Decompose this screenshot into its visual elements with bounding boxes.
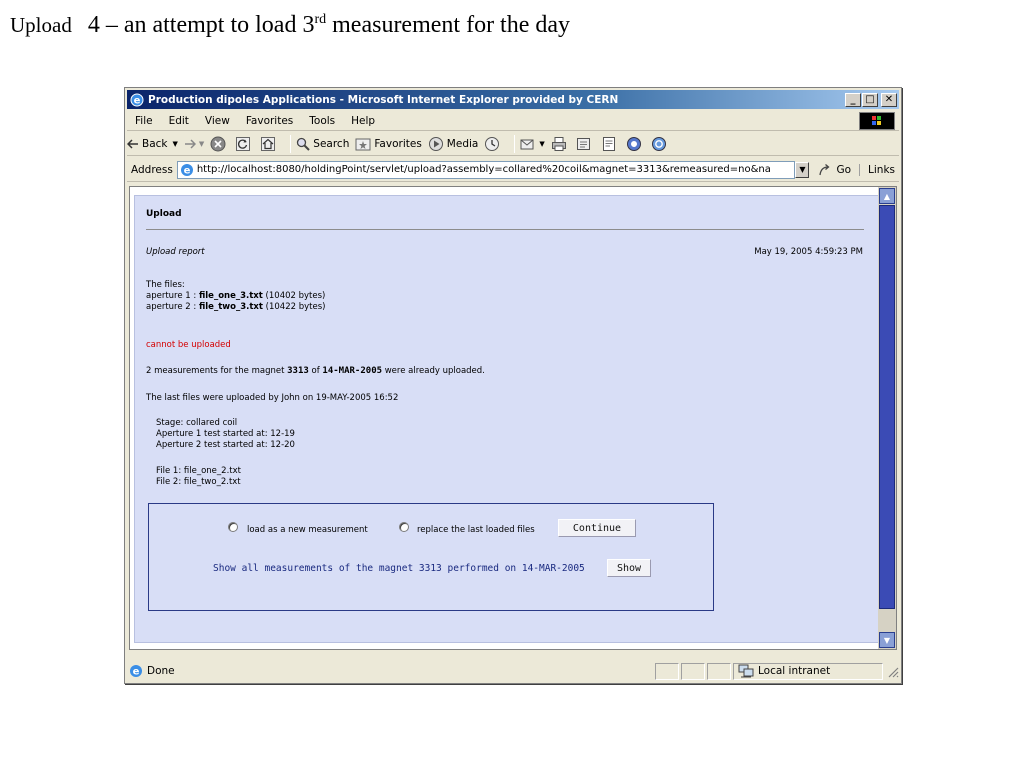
refresh-button[interactable] xyxy=(235,136,254,152)
title-bar[interactable] xyxy=(127,90,899,109)
discuss-button[interactable] xyxy=(601,136,620,152)
toolbar-separator xyxy=(290,135,291,153)
vertical-scrollbar[interactable] xyxy=(878,187,896,649)
report-label: Upload report xyxy=(146,247,205,257)
page-done-icon xyxy=(129,664,143,678)
slide-caption-sup: rd xyxy=(314,12,327,27)
report-date: May 19, 2005 4:59:23 PM xyxy=(754,247,863,257)
edit-icon xyxy=(576,136,592,152)
status-panel xyxy=(681,663,705,680)
aperture1-filename: file_one_3.txt xyxy=(198,291,263,301)
svg-text:e: e xyxy=(132,666,140,678)
back-arrow-icon xyxy=(127,139,139,149)
page-heading: Upload xyxy=(146,209,182,219)
toolbar-separator xyxy=(514,135,515,153)
aperture1-size: (10402 bytes) xyxy=(262,291,326,301)
replace-files-label[interactable]: replace the last loaded files xyxy=(417,525,535,535)
address-input[interactable] xyxy=(197,164,795,175)
aperture1-file-line xyxy=(146,291,325,301)
slide-caption xyxy=(88,12,570,38)
print-icon xyxy=(551,136,567,152)
address-label: Address xyxy=(131,163,173,176)
measurement-date: 14-MAR-2005 xyxy=(322,366,383,376)
menu-file[interactable]: File xyxy=(135,114,153,127)
menu-view[interactable]: View xyxy=(204,114,230,127)
window-title: Production dipoles Applications - Microsoft Internet Explorer provided by CERN xyxy=(148,93,619,106)
media-button[interactable] xyxy=(428,136,479,152)
menu-tools[interactable]: Tools xyxy=(309,114,336,127)
messenger-icon xyxy=(626,136,642,152)
home-button[interactable] xyxy=(260,136,279,152)
menu-edit[interactable]: Edit xyxy=(168,114,189,127)
status-panel xyxy=(655,663,679,680)
mail-button[interactable] xyxy=(520,137,544,151)
menu-bar xyxy=(127,111,899,131)
media-icon xyxy=(428,136,444,152)
refresh-icon xyxy=(235,136,251,152)
stop-button[interactable] xyxy=(210,136,229,152)
minimize-button[interactable]: _ xyxy=(845,93,861,107)
upload-options-box xyxy=(148,503,714,611)
status-panel xyxy=(707,663,731,680)
previous-file2-line: File 2: file_two_2.txt xyxy=(156,477,241,487)
new-measurement-label[interactable]: load as a new measurement xyxy=(247,525,368,535)
address-field[interactable] xyxy=(177,161,796,179)
last-upload-line: The last files were uploaded by John on 19-MAY-2005 16:52 xyxy=(146,393,399,403)
favorites-label: Favorites xyxy=(374,137,422,150)
upload-error-message: cannot be uploaded xyxy=(146,340,231,350)
toolbar xyxy=(127,132,899,156)
replace-files-radio[interactable] xyxy=(399,522,409,532)
svg-text:e: e xyxy=(133,95,141,106)
aperture2-start-line: Aperture 2 test started at: 12-20 xyxy=(156,440,295,450)
favorites-icon xyxy=(355,137,371,151)
stop-icon xyxy=(210,136,226,152)
ie-icon xyxy=(130,93,144,107)
slide-title xyxy=(10,12,570,39)
go-button[interactable] xyxy=(819,164,851,176)
go-label: Go xyxy=(836,163,852,176)
aperture2-prefix: aperture 2 : xyxy=(146,302,199,312)
menu-help[interactable]: Help xyxy=(351,114,376,127)
slide-caption-post: measurement for the day xyxy=(326,12,571,38)
upload-page xyxy=(134,195,880,643)
forward-dropdown-icon: ▼ xyxy=(198,139,205,148)
links-button[interactable]: Links xyxy=(859,164,899,176)
research-button[interactable] xyxy=(651,136,670,152)
forward-button[interactable] xyxy=(184,139,204,149)
magnet-number: 3313 xyxy=(287,366,309,376)
aperture2-size: (10422 bytes) xyxy=(262,302,326,312)
meas-suffix: were already uploaded. xyxy=(382,366,485,376)
go-arrow-icon xyxy=(819,164,833,176)
slide-upload-word: Upload xyxy=(10,13,72,37)
svg-text:e: e xyxy=(183,165,191,176)
meas-mid: of xyxy=(308,366,323,376)
history-icon xyxy=(484,136,500,152)
status-bar xyxy=(127,661,899,681)
address-dropdown-button[interactable]: ▼ xyxy=(795,162,809,178)
files-intro: The files: xyxy=(146,280,185,290)
scroll-up-button[interactable]: ▲ xyxy=(879,188,895,204)
aperture2-file-line xyxy=(146,302,325,312)
discuss-icon xyxy=(601,136,617,152)
address-bar xyxy=(127,158,899,182)
back-label: Back xyxy=(142,137,168,150)
status-text: Done xyxy=(147,665,175,677)
intranet-icon xyxy=(738,664,754,678)
close-button[interactable]: ✕ xyxy=(881,93,897,107)
scroll-down-button[interactable]: ▼ xyxy=(879,632,895,648)
stage-line: Stage: collared coil xyxy=(156,418,238,428)
aperture1-start-line: Aperture 1 test started at: 12-19 xyxy=(156,429,295,439)
search-icon xyxy=(296,137,310,151)
slide-caption-pre: 4 – an attempt to load 3 xyxy=(87,12,315,38)
history-button[interactable] xyxy=(484,136,503,152)
print-button[interactable] xyxy=(551,136,570,152)
show-button[interactable]: Show xyxy=(607,559,651,577)
messenger-button[interactable] xyxy=(626,136,645,152)
media-label: Media xyxy=(446,137,479,150)
content-viewport xyxy=(129,186,897,650)
measurements-count-line xyxy=(146,366,485,376)
zone-label: Local intranet xyxy=(758,665,831,677)
windows-logo-icon xyxy=(859,112,895,130)
status-done xyxy=(127,664,653,678)
aperture1-prefix: aperture 1 : xyxy=(146,291,199,301)
new-measurement-radio[interactable] xyxy=(228,522,238,532)
resize-grip-icon[interactable] xyxy=(885,664,899,678)
search-button[interactable] xyxy=(296,137,349,151)
page-icon xyxy=(180,163,194,177)
menu-favorites[interactable]: Favorites xyxy=(245,114,294,127)
meas-prefix: 2 measurements for the magnet xyxy=(146,366,288,376)
back-button[interactable] xyxy=(127,138,178,150)
heading-divider xyxy=(146,229,864,230)
mail-icon xyxy=(520,137,536,151)
aperture2-filename: file_two_3.txt xyxy=(198,302,263,312)
maximize-button[interactable]: □ xyxy=(862,93,878,107)
back-dropdown-icon: ▼ xyxy=(172,139,178,148)
scroll-thumb[interactable] xyxy=(879,205,895,609)
show-all-measurements-text: Show all measurements of the magnet 3313 performed on 14-MAR-2005 xyxy=(213,563,585,574)
home-icon xyxy=(260,136,276,152)
browser-window xyxy=(124,87,902,684)
security-zone xyxy=(733,663,883,680)
research-icon xyxy=(651,136,667,152)
edit-button[interactable] xyxy=(576,136,595,152)
favorites-button[interactable] xyxy=(355,137,421,151)
mail-dropdown-icon: ▼ xyxy=(539,139,545,148)
continue-button[interactable]: Continue xyxy=(558,519,636,537)
forward-arrow-icon xyxy=(184,139,196,149)
search-label: Search xyxy=(313,137,350,150)
previous-file1-line: File 1: file_one_2.txt xyxy=(156,466,241,476)
